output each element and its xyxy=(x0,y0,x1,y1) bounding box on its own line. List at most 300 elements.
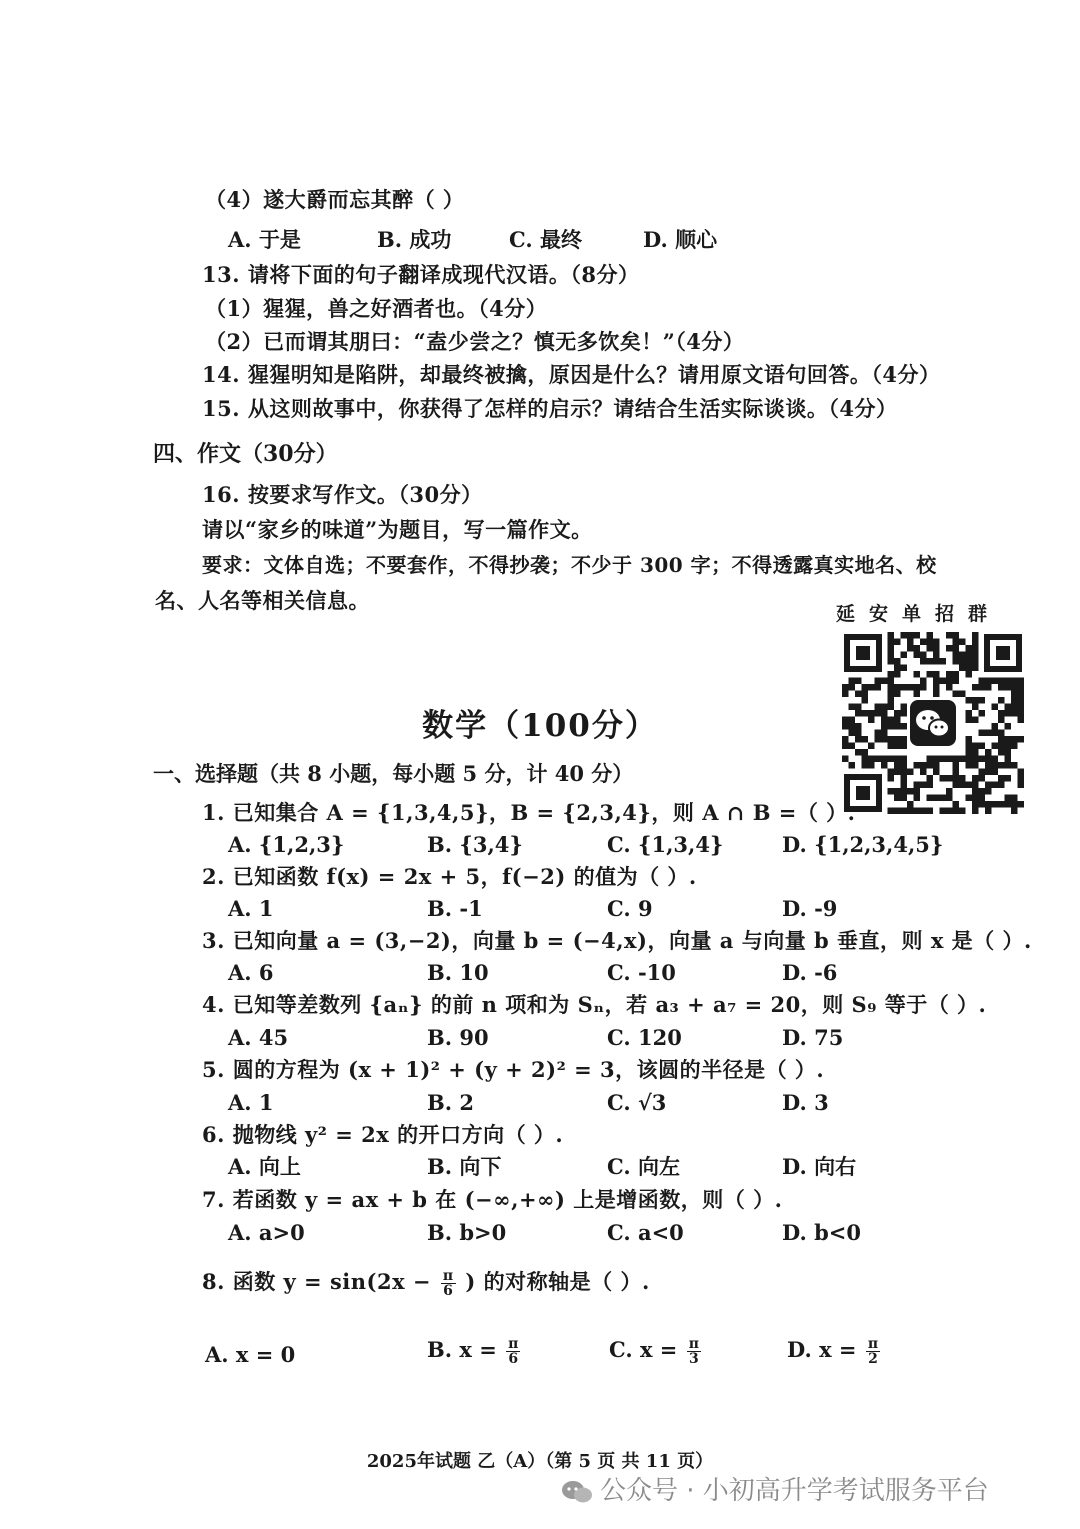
qr-module xyxy=(979,801,986,808)
qr-module xyxy=(875,684,882,691)
math-q7-option-d: D. b<0 xyxy=(782,1220,861,1245)
qr-module xyxy=(933,645,940,652)
qr-module xyxy=(953,756,960,763)
qr-module xyxy=(985,788,992,795)
q16-requirements-line1: 要求：文体自选；不要套作，不得抄袭；不少于 300 字；不得透露真实地名、校 xyxy=(202,553,937,577)
qr-module xyxy=(972,684,979,691)
q12-4-option-b: B. 成功 xyxy=(377,227,452,252)
qr-module xyxy=(894,769,901,776)
q8-fraction xyxy=(441,1269,456,1298)
math-q2-stem: 2. 已知函数 f(x) = 2x + 5，f(−2) 的值为（ ）. xyxy=(202,864,697,889)
qr-module xyxy=(862,684,869,691)
math-q3-stem: 3. 已知向量 a = (3,−2)，向量 b = (−4,x)，向量 a 与向量 b 垂直，则 x 是（ ）. xyxy=(202,928,1032,953)
qr-module xyxy=(953,658,960,665)
qr-module xyxy=(920,782,927,789)
q13-2: （2）已而谓其朋曰：“盍少尝之？慎无多饮矣！”（4分） xyxy=(205,329,745,354)
qr-module xyxy=(992,782,999,789)
qr-module xyxy=(1005,762,1012,769)
qr-module xyxy=(940,775,947,782)
math-q7-option-a: A. a>0 xyxy=(228,1220,305,1245)
qr-module xyxy=(959,639,966,646)
qr-module xyxy=(1011,808,1018,815)
qr-module xyxy=(998,801,1005,808)
qr-module xyxy=(920,652,927,659)
qr-module xyxy=(992,678,999,685)
qr-module xyxy=(888,775,895,782)
qr-module xyxy=(985,749,992,756)
qr-module xyxy=(972,762,979,769)
qr-module xyxy=(855,678,862,685)
qr-module xyxy=(920,658,927,665)
qr-module xyxy=(933,658,940,665)
qr-module xyxy=(907,639,914,646)
qr-module xyxy=(920,639,927,646)
math-q1-option-a: A. {1,2,3} xyxy=(228,832,345,857)
qr-module xyxy=(959,756,966,763)
qr-module xyxy=(875,756,882,763)
qr-module xyxy=(966,756,973,763)
q8-option-b-num: π xyxy=(508,1336,519,1352)
qr-module xyxy=(1011,678,1018,685)
qr-module xyxy=(907,684,914,691)
qr-module xyxy=(1018,775,1025,782)
math-title: 数学（100分） xyxy=(422,708,658,744)
qr-module xyxy=(1011,691,1018,698)
qr-module xyxy=(972,788,979,795)
qr-module xyxy=(966,795,973,802)
math-q3-option-c: C. -10 xyxy=(607,960,676,985)
q8-option-c-prefix: C. x = xyxy=(609,1337,678,1362)
qr-module xyxy=(933,639,940,646)
qr-module xyxy=(979,788,986,795)
math-q3-option-b: B. 10 xyxy=(427,960,489,985)
watermark xyxy=(560,1470,989,1507)
q13-1: （1）猩猩，兽之好酒者也。（4分） xyxy=(205,296,548,321)
qr-module xyxy=(914,652,921,659)
qr-module xyxy=(933,762,940,769)
qr-module xyxy=(1018,769,1025,776)
qr-module xyxy=(972,756,979,763)
math-q2-option-c: C. 9 xyxy=(607,896,653,921)
qr-module xyxy=(946,788,953,795)
qr-module xyxy=(894,788,901,795)
qr-module xyxy=(933,671,940,678)
qr-module xyxy=(985,678,992,685)
qr-module xyxy=(927,808,934,815)
qr-module xyxy=(914,762,921,769)
q8-stem xyxy=(202,1268,650,1298)
q8-option-c-den: 3 xyxy=(688,1351,699,1367)
qr-module xyxy=(1011,684,1018,691)
math-q4-option-b: B. 90 xyxy=(427,1025,489,1050)
qr-module xyxy=(953,645,960,652)
qr-module xyxy=(972,652,979,659)
q8-option-d xyxy=(787,1336,882,1366)
qr-module xyxy=(933,769,940,776)
math-q4-option-a: A. 45 xyxy=(228,1025,289,1050)
qr-module xyxy=(992,801,999,808)
qr-module xyxy=(966,782,973,789)
qr-module xyxy=(933,684,940,691)
qr-module xyxy=(979,678,986,685)
qr-module xyxy=(972,782,979,789)
qr-module xyxy=(972,665,979,672)
math-q6-stem: 6. 抛物线 y² = 2x 的开口方向（ ）. xyxy=(202,1122,564,1147)
qr-module xyxy=(966,645,973,652)
qr-module xyxy=(998,749,1005,756)
qr-module xyxy=(979,769,986,776)
qr-module xyxy=(966,671,973,678)
math-q7-option-c: C. a<0 xyxy=(607,1220,684,1245)
math-q5-stem: 5. 圆的方程为 (x + 1)² + (y + 2)² = 3，该圆的半径是（ ）. xyxy=(202,1057,825,1082)
qr-module xyxy=(914,782,921,789)
qr-module xyxy=(927,795,934,802)
math-q5-option-c: C. √3 xyxy=(607,1090,667,1115)
qr-module xyxy=(888,639,895,646)
qr-module xyxy=(894,639,901,646)
qr-module xyxy=(862,762,869,769)
math-q5-option-b: B. 2 xyxy=(427,1090,474,1115)
qr-module xyxy=(901,795,908,802)
qr-module xyxy=(849,684,856,691)
qr-module xyxy=(1005,684,1012,691)
q8-option-b xyxy=(427,1336,522,1366)
qr-module xyxy=(855,691,862,698)
qr-module xyxy=(862,756,869,763)
qr-module xyxy=(901,762,908,769)
qr-module xyxy=(959,665,966,672)
qr-module xyxy=(985,808,992,815)
qr-module xyxy=(901,665,908,672)
q15-stem: 15. 从这则故事中，你获得了怎样的启示？请结合生活实际谈谈。（4分） xyxy=(202,396,898,421)
qr-module xyxy=(953,652,960,659)
qr-module xyxy=(914,691,921,698)
qr-module xyxy=(953,691,960,698)
qr-module xyxy=(985,769,992,776)
q8-fraction-den: 6 xyxy=(443,1283,454,1299)
wechat-official-account-icon xyxy=(560,1479,594,1505)
qr-module xyxy=(888,691,895,698)
qr-module xyxy=(894,658,901,665)
math-q7-option-b: B. b>0 xyxy=(427,1220,507,1245)
math-q2-option-d: D. -9 xyxy=(782,896,838,921)
qr-module xyxy=(901,756,908,763)
q12-4-option-d: D. 顺心 xyxy=(643,227,718,252)
qr-module xyxy=(979,684,986,691)
qr-module xyxy=(992,756,999,763)
section-composition-heading: 四、作文（30分） xyxy=(153,441,338,467)
qr-module xyxy=(842,691,849,698)
qr-module xyxy=(927,645,934,652)
qr-module xyxy=(914,632,921,639)
qr-module xyxy=(940,678,947,685)
qr-module xyxy=(933,795,940,802)
qr-module xyxy=(914,684,921,691)
qr-module xyxy=(901,632,908,639)
qr-module xyxy=(953,801,960,808)
qr-module xyxy=(888,658,895,665)
q13-stem: 13. 请将下面的句子翻译成现代汉语。（8分） xyxy=(202,262,640,287)
q8-option-d-den: 2 xyxy=(868,1351,878,1367)
qr-module xyxy=(1018,691,1025,698)
qr-module xyxy=(881,756,888,763)
qr-module xyxy=(907,769,914,776)
qr-module xyxy=(953,769,960,776)
qr-module xyxy=(972,749,979,756)
q12-4-stem: （4）遂大爵而忘其醉（ ） xyxy=(205,187,465,212)
qr-module xyxy=(972,808,979,815)
qr-module xyxy=(894,684,901,691)
q8-option-c xyxy=(609,1336,703,1366)
qr-module xyxy=(888,756,895,763)
qr-module xyxy=(985,684,992,691)
math-q4-stem: 4. 已知等差数列 {aₙ} 的前 n 项和为 Sₙ，若 a₃ + a₇ = 20，则 S₉ 等于（ ）. xyxy=(202,992,987,1017)
qr-module xyxy=(842,684,849,691)
qr-module xyxy=(985,762,992,769)
qr-module xyxy=(953,762,960,769)
qr-module xyxy=(966,749,973,756)
qr-module xyxy=(946,795,953,802)
qr-module xyxy=(959,658,966,665)
qr-module xyxy=(985,782,992,789)
qr-module xyxy=(972,632,979,639)
qr-module xyxy=(868,756,875,763)
qr-module xyxy=(894,808,901,815)
qr-module xyxy=(888,652,895,659)
qr-module xyxy=(881,762,888,769)
qr-module xyxy=(933,756,940,763)
qr-module xyxy=(946,645,953,652)
qr-module xyxy=(972,801,979,808)
qr-module xyxy=(966,658,973,665)
qr-module xyxy=(946,678,953,685)
math-q7-stem: 7. 若函数 y = ax + b 在 (−∞,+∞) 上是增函数，则（ ）. xyxy=(202,1187,783,1212)
qr-module xyxy=(998,678,1005,685)
qr-module xyxy=(927,782,934,789)
math-q4-option-d: D. 75 xyxy=(782,1025,844,1050)
qr-module xyxy=(888,769,895,776)
q8-fraction-num: π xyxy=(442,1268,454,1284)
q14-stem: 14. 猩猩明知是陷阱，却最终被擒，原因是什么？请用原文语句回答。（4分） xyxy=(202,362,941,387)
qr-module xyxy=(998,775,1005,782)
qr-module xyxy=(927,671,934,678)
qr-module xyxy=(914,808,921,815)
qr-module xyxy=(888,632,895,639)
qr-module xyxy=(888,788,895,795)
qr-module xyxy=(979,756,986,763)
qr-module xyxy=(985,756,992,763)
qr-module xyxy=(888,808,895,815)
q12-4-option-c: C. 最终 xyxy=(509,227,582,252)
qr-module xyxy=(927,756,934,763)
qr-module xyxy=(914,671,921,678)
qr-module xyxy=(894,756,901,763)
qr-module xyxy=(894,762,901,769)
qr-module xyxy=(1018,801,1025,808)
qr-module xyxy=(953,775,960,782)
q12-4-option-a: A. 于是 xyxy=(228,227,301,252)
qr-module xyxy=(959,652,966,659)
qr-module xyxy=(940,795,947,802)
qr-module xyxy=(979,795,986,802)
qr-module xyxy=(842,756,849,763)
qr-module xyxy=(881,678,888,685)
qr-module xyxy=(946,808,953,815)
qr-module xyxy=(901,782,908,789)
qr-module xyxy=(992,762,999,769)
qr-module xyxy=(1005,801,1012,808)
qr-module xyxy=(946,671,953,678)
qr-module xyxy=(914,788,921,795)
qr-module xyxy=(966,762,973,769)
qr-module xyxy=(849,762,856,769)
watermark-text: 公众号 · 小初高升学考试服务平台 xyxy=(600,1476,989,1506)
qr-module xyxy=(946,632,953,639)
math-q6-option-c: C. 向左 xyxy=(607,1154,680,1179)
qr-module xyxy=(1011,801,1018,808)
math-q1-option-d: D. {1,2,3,4,5} xyxy=(782,832,944,857)
qr-module xyxy=(920,678,927,685)
qr-module xyxy=(862,749,869,756)
qr-module xyxy=(914,795,921,802)
qr-module xyxy=(901,684,908,691)
qr-module xyxy=(933,691,940,698)
qr-module xyxy=(953,678,960,685)
qr-module xyxy=(972,639,979,646)
qr-module xyxy=(959,775,966,782)
qr-module xyxy=(992,769,999,776)
qr-module xyxy=(1011,762,1018,769)
q8-stem-prefix: 8. 函数 y = sin(2x − xyxy=(202,1269,432,1294)
qr-module xyxy=(972,658,979,665)
qr-module xyxy=(953,632,960,639)
math-q3-option-a: A. 6 xyxy=(228,960,274,985)
qr-module xyxy=(979,775,986,782)
qr-module xyxy=(901,769,908,776)
page-footer: 2025年试题 乙（A）（第 5 页 共 11 页） xyxy=(366,1451,714,1472)
qr-module xyxy=(894,665,901,672)
math-q1-option-c: C. {1,3,4} xyxy=(607,832,724,857)
math-q6-option-b: B. 向下 xyxy=(427,1154,502,1179)
qr-module xyxy=(998,782,1005,789)
qr-module xyxy=(940,658,947,665)
qr-module xyxy=(888,671,895,678)
qr-module xyxy=(966,665,973,672)
qr-module xyxy=(1011,795,1018,802)
q16-requirements-line2: 名、人名等相关信息。 xyxy=(155,588,370,613)
qr-module xyxy=(1005,795,1012,802)
qr-module xyxy=(894,795,901,802)
qr-module xyxy=(927,762,934,769)
qr-module xyxy=(1005,756,1012,763)
qr-caption: 延安单招群 xyxy=(836,603,1002,625)
qr-module xyxy=(946,775,953,782)
qr-module xyxy=(920,684,927,691)
qr-module xyxy=(901,652,908,659)
qr-module xyxy=(849,678,856,685)
math-q5-option-a: A. 1 xyxy=(228,1090,274,1115)
qr-module xyxy=(888,645,895,652)
q8-option-b-den: 6 xyxy=(508,1351,519,1367)
qr-module xyxy=(907,645,914,652)
q8-option-d-fraction xyxy=(866,1337,880,1366)
qr-module xyxy=(888,678,895,685)
math-q6-option-d: D. 向右 xyxy=(782,1154,857,1179)
qr-module xyxy=(972,795,979,802)
qr-module xyxy=(894,671,901,678)
qr-module xyxy=(1005,775,1012,782)
qr-module xyxy=(933,678,940,685)
qr-module xyxy=(953,671,960,678)
qr-module xyxy=(894,691,901,698)
qr-module xyxy=(927,775,934,782)
qr-module xyxy=(946,756,953,763)
qr-module xyxy=(1018,678,1025,685)
math-q2-option-a: A. 1 xyxy=(228,896,274,921)
math-q1-option-b: B. {3,4} xyxy=(427,832,523,857)
q8-option-d-num: π xyxy=(867,1336,879,1352)
q8-option-b-fraction xyxy=(506,1337,520,1366)
qr-module xyxy=(959,782,966,789)
math-q6-option-a: A. 向上 xyxy=(228,1154,301,1179)
qr-module xyxy=(855,749,862,756)
math-q2-option-b: B. -1 xyxy=(427,896,483,921)
qr-module xyxy=(953,782,960,789)
qr-module xyxy=(1005,749,1012,756)
qr-module xyxy=(953,639,960,646)
math-section-choice-heading: 一、选择题（共 8 小题，每小题 5 分，计 40 分） xyxy=(153,761,634,786)
qr-module xyxy=(998,762,1005,769)
qr-module xyxy=(907,632,914,639)
qr-module xyxy=(914,645,921,652)
qr-module xyxy=(1018,684,1025,691)
qr-module xyxy=(907,788,914,795)
qr-module xyxy=(907,801,914,808)
qr-module xyxy=(927,658,934,665)
qr-module xyxy=(940,808,947,815)
math-q4-option-c: C. 120 xyxy=(607,1025,682,1050)
qr-module xyxy=(946,684,953,691)
qr-module xyxy=(901,775,908,782)
qr-module xyxy=(966,652,973,659)
q8-option-a: A. x = 0 xyxy=(205,1342,296,1367)
qr-module xyxy=(998,684,1005,691)
q16-prompt: 请以“家乡的味道”为题目，写一篇作文。 xyxy=(202,517,593,542)
math-q1-stem: 1. 已知集合 A = {1,3,4,5}，B = {2,3,4}，则 A ∩ B =（ ）. xyxy=(202,800,856,825)
qr-module xyxy=(972,645,979,652)
qr-module xyxy=(920,769,927,776)
q8-stem-suffix: ) 的对称轴是（ ）. xyxy=(465,1269,650,1294)
qr-module xyxy=(1018,782,1025,789)
qr-module xyxy=(907,808,914,815)
q8-option-b-prefix: B. x = xyxy=(427,1337,497,1362)
qr-module xyxy=(901,788,908,795)
qr-module xyxy=(940,756,947,763)
qr-module xyxy=(927,639,934,646)
qr-module xyxy=(920,762,927,769)
qr-module xyxy=(888,684,895,691)
qr-module xyxy=(862,691,869,698)
q16-stem: 16. 按要求写作文。（30分） xyxy=(202,482,483,507)
math-q3-option-d: D. -6 xyxy=(782,960,838,985)
qr-module xyxy=(868,762,875,769)
q8-option-c-num: π xyxy=(688,1336,699,1352)
qr-module xyxy=(1005,678,1012,685)
qr-module xyxy=(985,801,992,808)
qr-module xyxy=(959,808,966,815)
qr-module xyxy=(868,684,875,691)
qr-module xyxy=(933,652,940,659)
